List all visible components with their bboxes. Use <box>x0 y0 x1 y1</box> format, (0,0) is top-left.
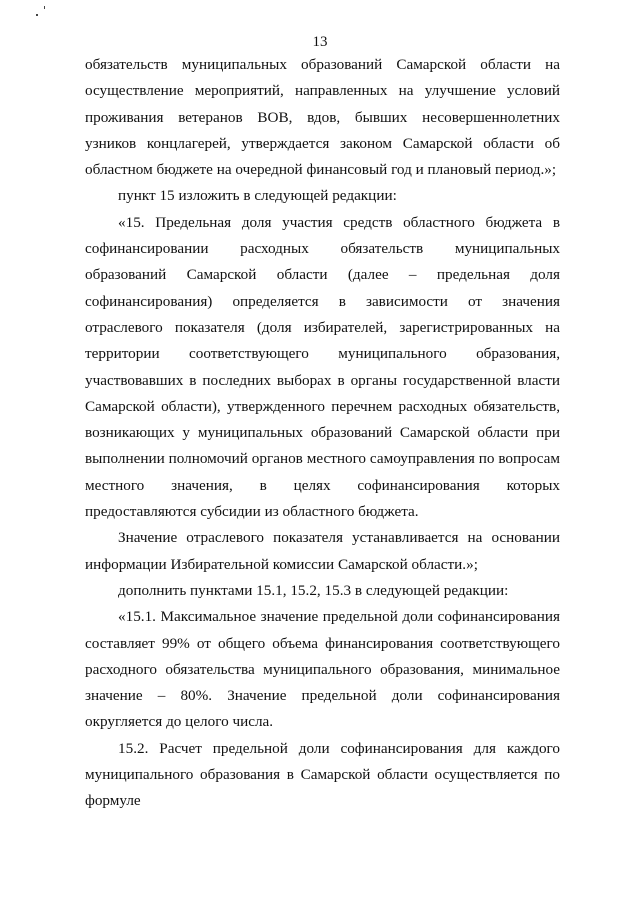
paragraph-instruction-point-15: пункт 15 изложить в следующей редакции: <box>118 187 397 205</box>
paragraph-point-15-2: 15.2. Расчет предельной доли софинансирования для каждого муниципального образования в Самарской области осуществляется по формуле <box>85 739 560 810</box>
paragraph-instruction-add-points: дополнить пунктами 15.1, 15.2, 15.3 в следующей редакции: <box>118 581 509 599</box>
scan-speck <box>36 14 38 16</box>
paragraph-indicator-value: Значение отраслевого показателя устанавливается на основании информации Избирательной комиссии Самарской области.»; <box>85 529 560 573</box>
page-number: 13 <box>312 34 328 50</box>
document-body <box>85 52 560 815</box>
paragraph-point-15-1: «15.1. Максимальное значение предельной доли софинансирования составляет 99% от общего объема финансирования соответствующего расходного обязательства муниципального образования, минимальное значение – 80%. Значение предельной доли софинансирования округляется до целого числа. <box>85 608 560 731</box>
paragraph-point-15: «15. Предельная доля участия средств областного бюджета в софинансировании расходных обязательств муниципальных образований Самарской области (далее – предельная доля софинансирования) определяется в зависимости от значения отраслевого показателя (доля избирателей, зарегистрированных на территории соответствующего муниципального образования, участвовавших в последних выборах в органы государственной власти Самарской области), утвержденного перечнем расходных обязательств, возникающих у муниципальных образований Самарской области при выполнении полномочий органов местного самоуправления по вопросам местного значения, в целях софинансирования которых предоставляются субсидии из областного бюджета. <box>85 213 560 521</box>
scan-speck <box>44 6 45 9</box>
paragraph-continuation: обязательств муниципальных образований Самарской области на осуществление мероприятий, направленных на улучшение условий проживания ветеранов ВОВ, вдов, бывших несовершеннолетних узников концлагерей, утверждается законом Самарской области об областном бюджете на очередной финансовый год и плановый период.»; <box>85 56 560 179</box>
